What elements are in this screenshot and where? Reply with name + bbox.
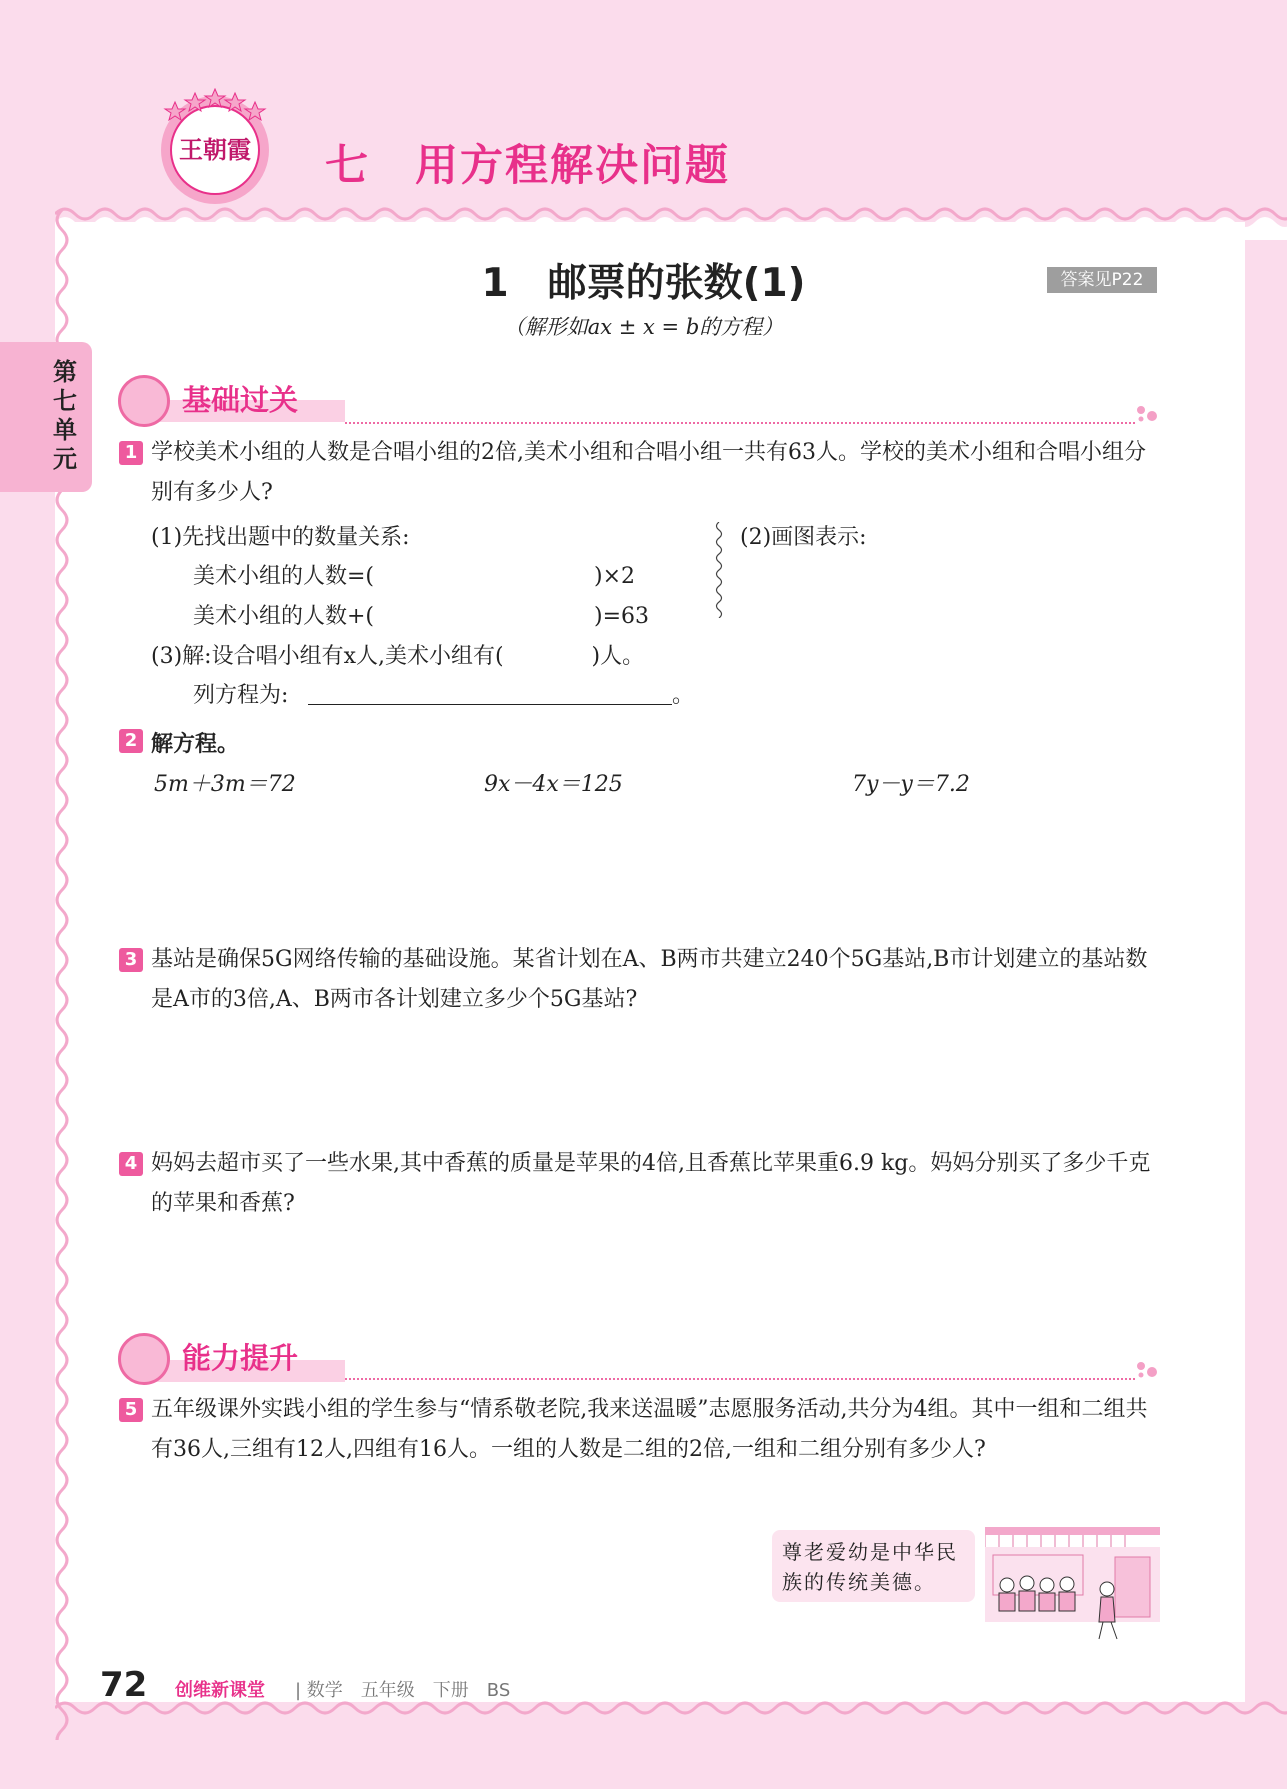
question-3-text: 基站是确保5G网络传输的基础设施。某省计划在A、B两市共建立240个5G基站,B市计划建立的基站数是A市的3倍,A、B两市各计划建立多少个5G基站? [151, 947, 1148, 1012]
dotted-divider [345, 422, 1135, 424]
nursing-home-illustration [985, 1527, 1160, 1647]
mascot-icon [118, 375, 170, 427]
q1-part1-label: (1)先找出题中的数量关系: [151, 525, 410, 550]
q1-equation-end: 。 [672, 683, 695, 708]
question-4-text: 妈妈去超市买了一些水果,其中香蕉的质量是苹果的4倍,且香蕉比苹果重6.9 kg。妈妈分别买了多少千克的苹果和香蕉? [151, 1151, 1151, 1216]
footer-book-name: 创维新课堂 [175, 1680, 265, 1701]
side-tab-label: 第七单元 [53, 358, 77, 473]
section-title-basic: 基础过关 [182, 383, 299, 417]
wavy-separator [712, 522, 726, 618]
equation-2: 9x－4x＝125 [484, 772, 623, 797]
q1-relation-1: 美术小组的人数=( )×2 [193, 564, 636, 589]
page-number: 72 [100, 1665, 148, 1705]
tip-text: 尊老爱幼是中华民族的传统美德。 [782, 1540, 958, 1594]
answer-reference-badge: 答案见P22 [1047, 267, 1157, 293]
question-2-text: 解方程。 [151, 732, 240, 757]
lesson-subtitle: （解形如ax ± x = b的方程） [503, 315, 784, 339]
mascot-icon [118, 1333, 170, 1385]
question-number: 1 [119, 441, 143, 465]
question-number: 3 [119, 948, 143, 972]
answer-blank[interactable] [308, 704, 672, 705]
unit-title: 七 用方程解决问题 [325, 141, 730, 191]
question-1-text: 学校美术小组的人数是合唱小组的2倍,美术小组和合唱小组一共有63人。学校的美术小组和合唱小组分别有多少人? [151, 440, 1146, 505]
question-number: 2 [119, 729, 143, 753]
question-number: 5 [119, 1398, 143, 1422]
q1-part3-label: (3)解:设合唱小组有x人,美术小组有( )人。 [151, 644, 645, 669]
lesson-title: 1 邮票的张数(1) [481, 261, 806, 306]
equation-3: 7y－y＝7.2 [852, 772, 970, 797]
decorative-dots-icon [1135, 404, 1161, 422]
equation-1: 5m＋3m＝72 [154, 772, 296, 797]
footer-book-info: | 数学 五年级 下册 BS [295, 1680, 511, 1701]
q1-equation-label: 列方程为: [193, 683, 289, 708]
q1-part2-label: (2)画图表示: [740, 525, 867, 550]
dotted-divider [345, 1378, 1135, 1380]
svg-text:王朝霞: 王朝霞 [179, 135, 251, 164]
question-5-text: 五年级课外实践小组的学生参与“情系敬老院,我来送温暖”志愿服务活动,共分为4组。其中一组和二组共有36人,三组有12人,四组有16人。一组的人数是二组的2倍,一组和二组分别有多少人? [151, 1397, 1148, 1462]
brand-logo [155, 88, 275, 208]
q1-relation-2: 美术小组的人数+( )=63 [193, 604, 650, 629]
decorative-dots-icon [1135, 1360, 1161, 1378]
question-number: 4 [119, 1152, 143, 1176]
section-title-advanced: 能力提升 [182, 1341, 299, 1375]
